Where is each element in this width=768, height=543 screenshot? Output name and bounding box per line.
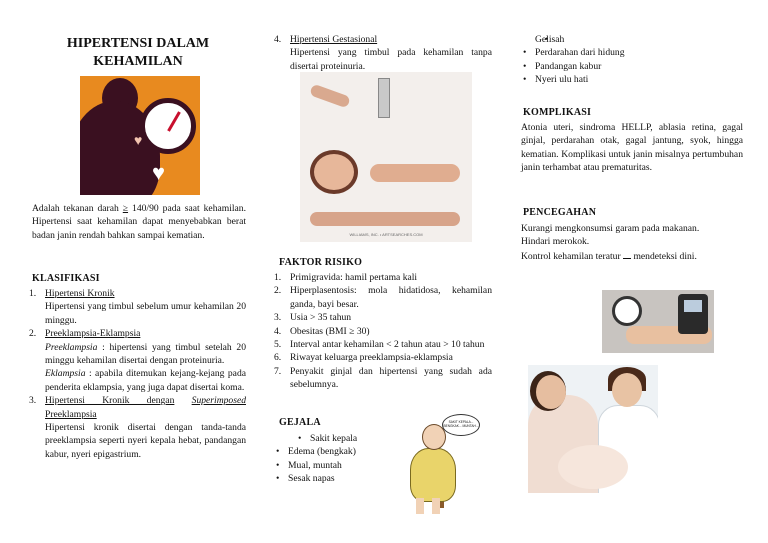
intro-paragraph bbox=[32, 202, 246, 242]
faktor-risiko-list bbox=[274, 271, 492, 392]
klasifikasi-title: Hipertensi Kronik dengan bbox=[45, 395, 175, 407]
gejala-continued-list bbox=[521, 33, 721, 87]
item-number: 4. bbox=[274, 34, 282, 45]
pencegahan-line: Hindari merokok. bbox=[521, 236, 590, 248]
faktor-risiko-heading: FAKTOR RISIKO bbox=[279, 257, 363, 268]
blank-underline bbox=[623, 249, 631, 259]
heart-icon: ♥ bbox=[152, 160, 166, 185]
list-item: 6. Riwayat keluarga preeklampsia-eklampsia bbox=[274, 352, 453, 364]
speech-bubble: SAKIT KEPALA... BENGKAK... MUNTAH... bbox=[442, 414, 480, 436]
list-item: • Sakit kepala bbox=[274, 432, 404, 445]
doctor-head bbox=[612, 373, 642, 407]
patient-face-drawing bbox=[310, 150, 358, 194]
cartoon-body bbox=[410, 448, 456, 502]
komplikasi-text: Atonia uteri, sindroma HELLP, ablasia retina, gagal ginjal, perdarahan otak, gagal jantung, syok, hingga kematian. Komplikasi untuk janin misalnya pertumbuhan janin terhambat atau prematuritas. bbox=[521, 122, 743, 174]
heart-small-icon: ♥ bbox=[134, 134, 143, 149]
blood-pressure-measurement-photo bbox=[602, 290, 714, 353]
klasifikasi-desc bbox=[29, 341, 246, 368]
gejala-list bbox=[274, 432, 404, 486]
intro-text-a: Adalah tekanan darah bbox=[32, 203, 119, 214]
patient-belly bbox=[558, 445, 628, 489]
item-number: 2. bbox=[29, 328, 37, 340]
pencegahan-line: Kontrol kehamilan teratur mendeteksi dini. bbox=[521, 250, 697, 262]
illustration-caption: WILLIAMS, INC. • ARTSEARCHES.COM bbox=[349, 232, 423, 237]
title-line-2: KEHAMILAN bbox=[93, 54, 183, 69]
arm-cuff-drawing bbox=[309, 84, 351, 109]
list-item: 3. Usia > 35 tahun bbox=[274, 312, 352, 324]
title-line-1: HIPERTENSI DALAM bbox=[66, 36, 210, 51]
list-item: • Gelisah bbox=[521, 33, 721, 46]
term-desc: : hipertensi yang timbul setelah 20 minggu kehamilan disertai dengan proteinuria. bbox=[45, 341, 247, 367]
list-item: 1. Primigravida: hamil pertama kali bbox=[274, 272, 418, 283]
pencegahan-heading: PENCEGAHAN bbox=[523, 207, 597, 218]
list-item: 7. Penyakit ginjal dan hipertensi yang sudah ada sebelumnya. bbox=[274, 365, 492, 391]
doctor-with-pregnant-patient-photo bbox=[528, 365, 658, 493]
gauge-icon bbox=[612, 296, 642, 326]
komplikasi-heading: KOMPLIKASI bbox=[523, 107, 592, 118]
klasifikasi-desc: Hipertensi yang timbul sebelum umur kehamilan 20 minggu. bbox=[45, 301, 246, 326]
list-item: 5. Interval antar kehamilan < 2 tahun atau > 10 tahun bbox=[274, 339, 485, 351]
term-eklampsia: Eklampsia bbox=[45, 368, 86, 380]
preeclampsia-illustration bbox=[300, 72, 472, 242]
term-preeklampsia: Preeklampsia bbox=[45, 341, 98, 353]
klasifikasi-title: Preeklampsia-Eklampsia bbox=[45, 328, 141, 340]
klasifikasi-item-3 bbox=[29, 394, 246, 421]
list-item: • Nyeri ulu hati bbox=[521, 73, 721, 86]
pencegahan-text bbox=[521, 222, 743, 263]
list-item: 4. Obesitas (BMI ≥ 30) bbox=[274, 325, 370, 337]
klasifikasi-desc: Hipertensi yang timbul pada kehamilan tanpa disertai proteinuria. bbox=[290, 47, 492, 72]
klasifikasi-item-1 bbox=[29, 287, 246, 300]
list-item: • Edema (bengkak) bbox=[274, 445, 404, 458]
intro-text-b: 140/90 pada saat kehamilan. Hipertensi saat kehamilan dapat menyebabkan berat badan janin rendah bahkan sampai kematian. bbox=[32, 203, 246, 241]
pregnant-woman-blood-pressure-image bbox=[80, 76, 200, 195]
klasifikasi-title-italic: Superimposed bbox=[191, 395, 246, 407]
klasifikasi-title: Preeklampsia bbox=[45, 408, 97, 420]
gejala-heading: GEJALA bbox=[279, 417, 321, 428]
swollen-leg-drawing bbox=[370, 164, 460, 182]
patient-head bbox=[536, 375, 566, 409]
cartoon-leg bbox=[432, 498, 440, 514]
list-item: • Sesak napas bbox=[274, 472, 404, 485]
klasifikasi-title: Hipertensi Gestasional bbox=[290, 34, 378, 45]
item-number: 1. bbox=[29, 288, 37, 299]
list-item: 2. Hiperplasentosis: mola hidatidosa, kehamilan ganda, bayi besar. bbox=[274, 285, 492, 310]
bp-monitor-drawing bbox=[678, 294, 708, 334]
klasifikasi-desc: Hipertensi kronik disertai dengan tanda-tanda preeklampsia seperti nyeri kepala hebat, pandangan kabur, nyeri epigastrium. bbox=[45, 422, 246, 460]
pencegahan-line: Kurangi mengkonsumsi garam pada makanan. bbox=[521, 223, 700, 234]
klasifikasi-title: Hipertensi Kronik bbox=[45, 288, 115, 299]
klasifikasi-heading: KLASIFIKASI bbox=[32, 273, 100, 284]
list-item: • Perdarahan dari hidung bbox=[521, 46, 721, 59]
item-number: 3. bbox=[29, 395, 37, 407]
klasifikasi-list bbox=[29, 287, 246, 461]
lying-patient-drawing bbox=[310, 212, 460, 226]
urine-sample-drawing bbox=[378, 78, 390, 118]
gauge-icon bbox=[140, 98, 196, 154]
intro-ge-symbol: ≥ bbox=[122, 203, 129, 214]
brochure-title bbox=[40, 35, 236, 71]
list-item: • Pandangan kabur bbox=[521, 60, 721, 73]
cartoon-leg bbox=[416, 498, 424, 514]
klasifikasi-item-2 bbox=[29, 327, 246, 340]
klasifikasi-desc bbox=[29, 367, 246, 394]
list-item: • Mual, muntah bbox=[274, 459, 404, 472]
klasifikasi-item-4 bbox=[274, 33, 492, 73]
term-desc: : apabila ditemukan kejang-kejang pada penderita eklampsia, yang juga dapat disertai koma. bbox=[45, 368, 246, 393]
